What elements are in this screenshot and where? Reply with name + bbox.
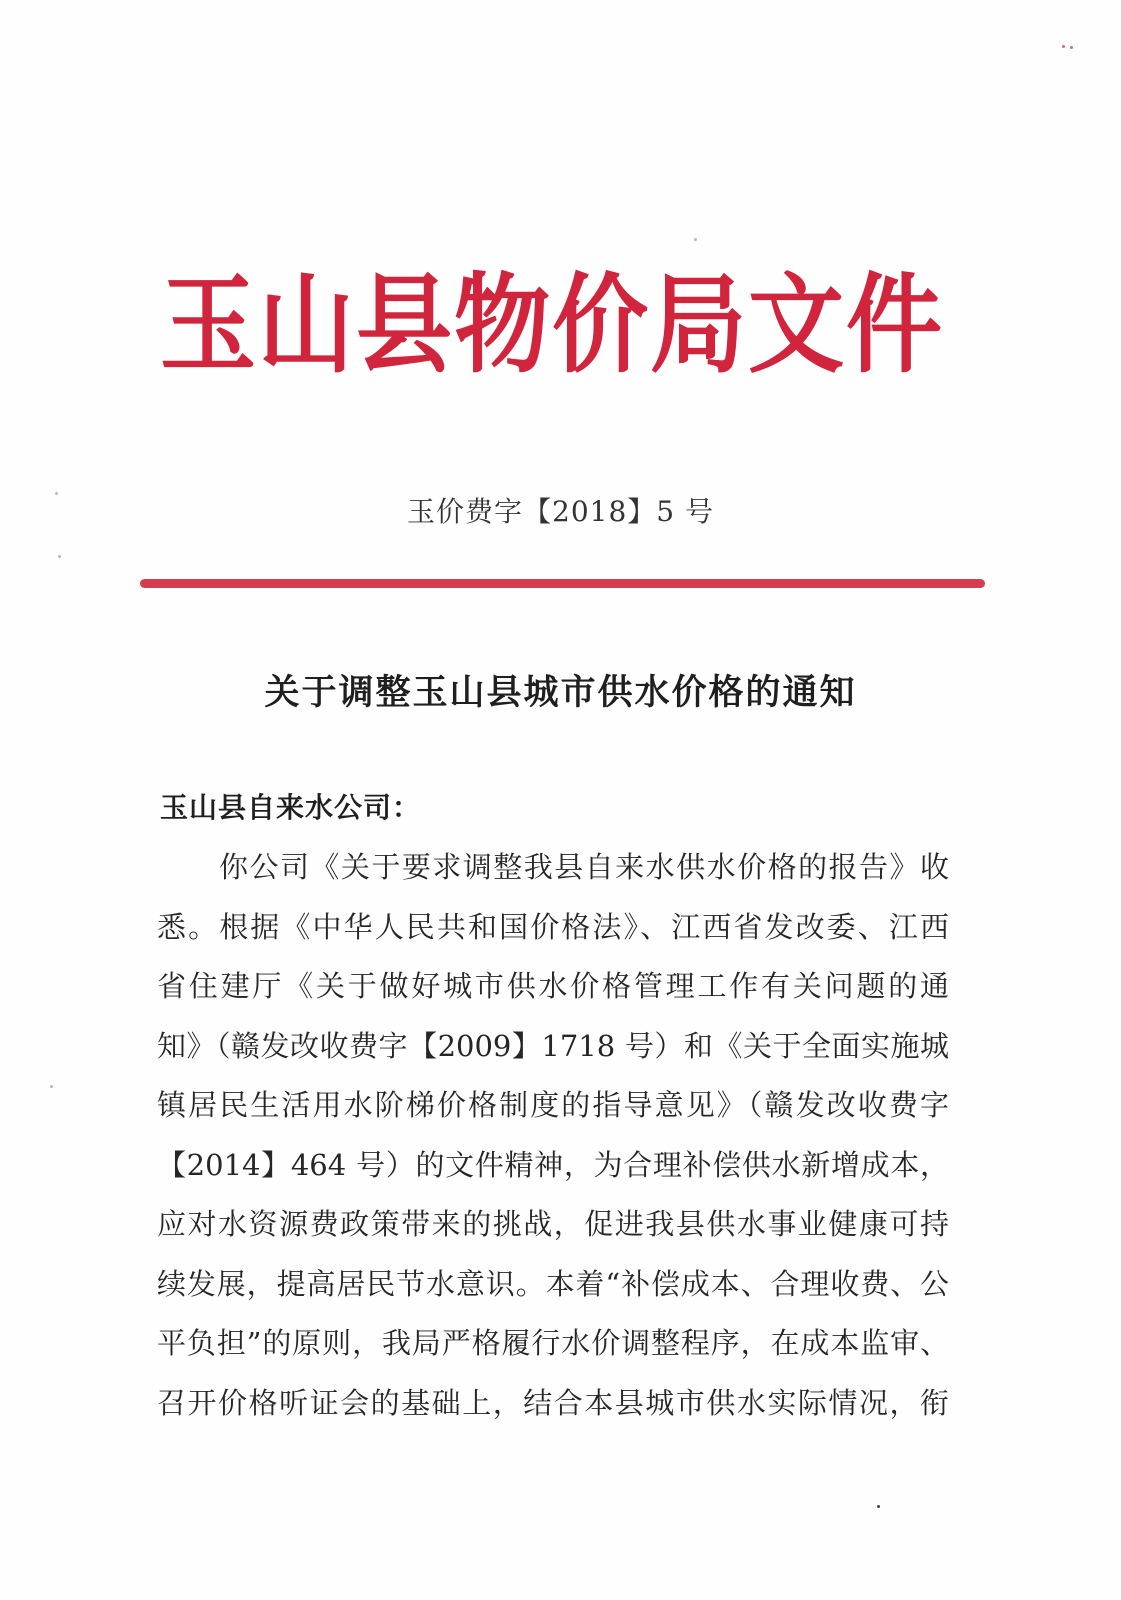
scan-speck	[1062, 45, 1065, 48]
body-line: 召开价格听证会的基础上，结合本县城市供水实际情况，衔	[157, 1385, 949, 1420]
scan-speck	[55, 492, 58, 495]
body-line: 省住建厅《关于做好城市供水价格管理工作有关问题的通	[157, 969, 949, 1003]
body-line: 续发展，提高居民节水意识。本着“补偿成本、合理收费、公	[157, 1266, 949, 1301]
body-paragraph	[157, 838, 949, 1433]
red-separator-rule	[140, 579, 985, 588]
body-line: 平负担”的原则，我局严格履行水价调整程序，在成本监审、	[157, 1326, 949, 1360]
scan-speck	[50, 1085, 53, 1088]
scan-speck	[1070, 46, 1073, 49]
notice-title: 关于调整玉山县城市供水价格的通知	[264, 672, 857, 713]
scan-speck	[877, 1505, 880, 1508]
addressee: 玉山县自来水公司：	[160, 791, 422, 824]
scan-speck	[58, 555, 61, 558]
body-line: 镇居民生活用水阶梯价格制度的指导意见》（赣发改收费字	[157, 1088, 949, 1122]
masthead-title: 玉山县物价局文件	[160, 261, 944, 388]
document-number: 玉价费字【2018】5 号	[407, 495, 714, 528]
body-line: 悉。根据《中华人民共和国价格法》、江西省发改委、江西	[157, 909, 949, 944]
body-line: 知》（赣发改收费字【2009】1718 号）和《关于全面实施城	[157, 1028, 949, 1063]
body-line: 应对水资源费政策带来的挑战，促进我县供水事业健康可持	[157, 1207, 949, 1241]
body-line: 你公司《关于要求调整我县自来水供水价格的报告》收	[219, 850, 949, 884]
body-line: 【2014】464 号）的文件精神，为合理补偿供水新增成本，	[157, 1147, 949, 1182]
scan-speck	[694, 238, 697, 241]
